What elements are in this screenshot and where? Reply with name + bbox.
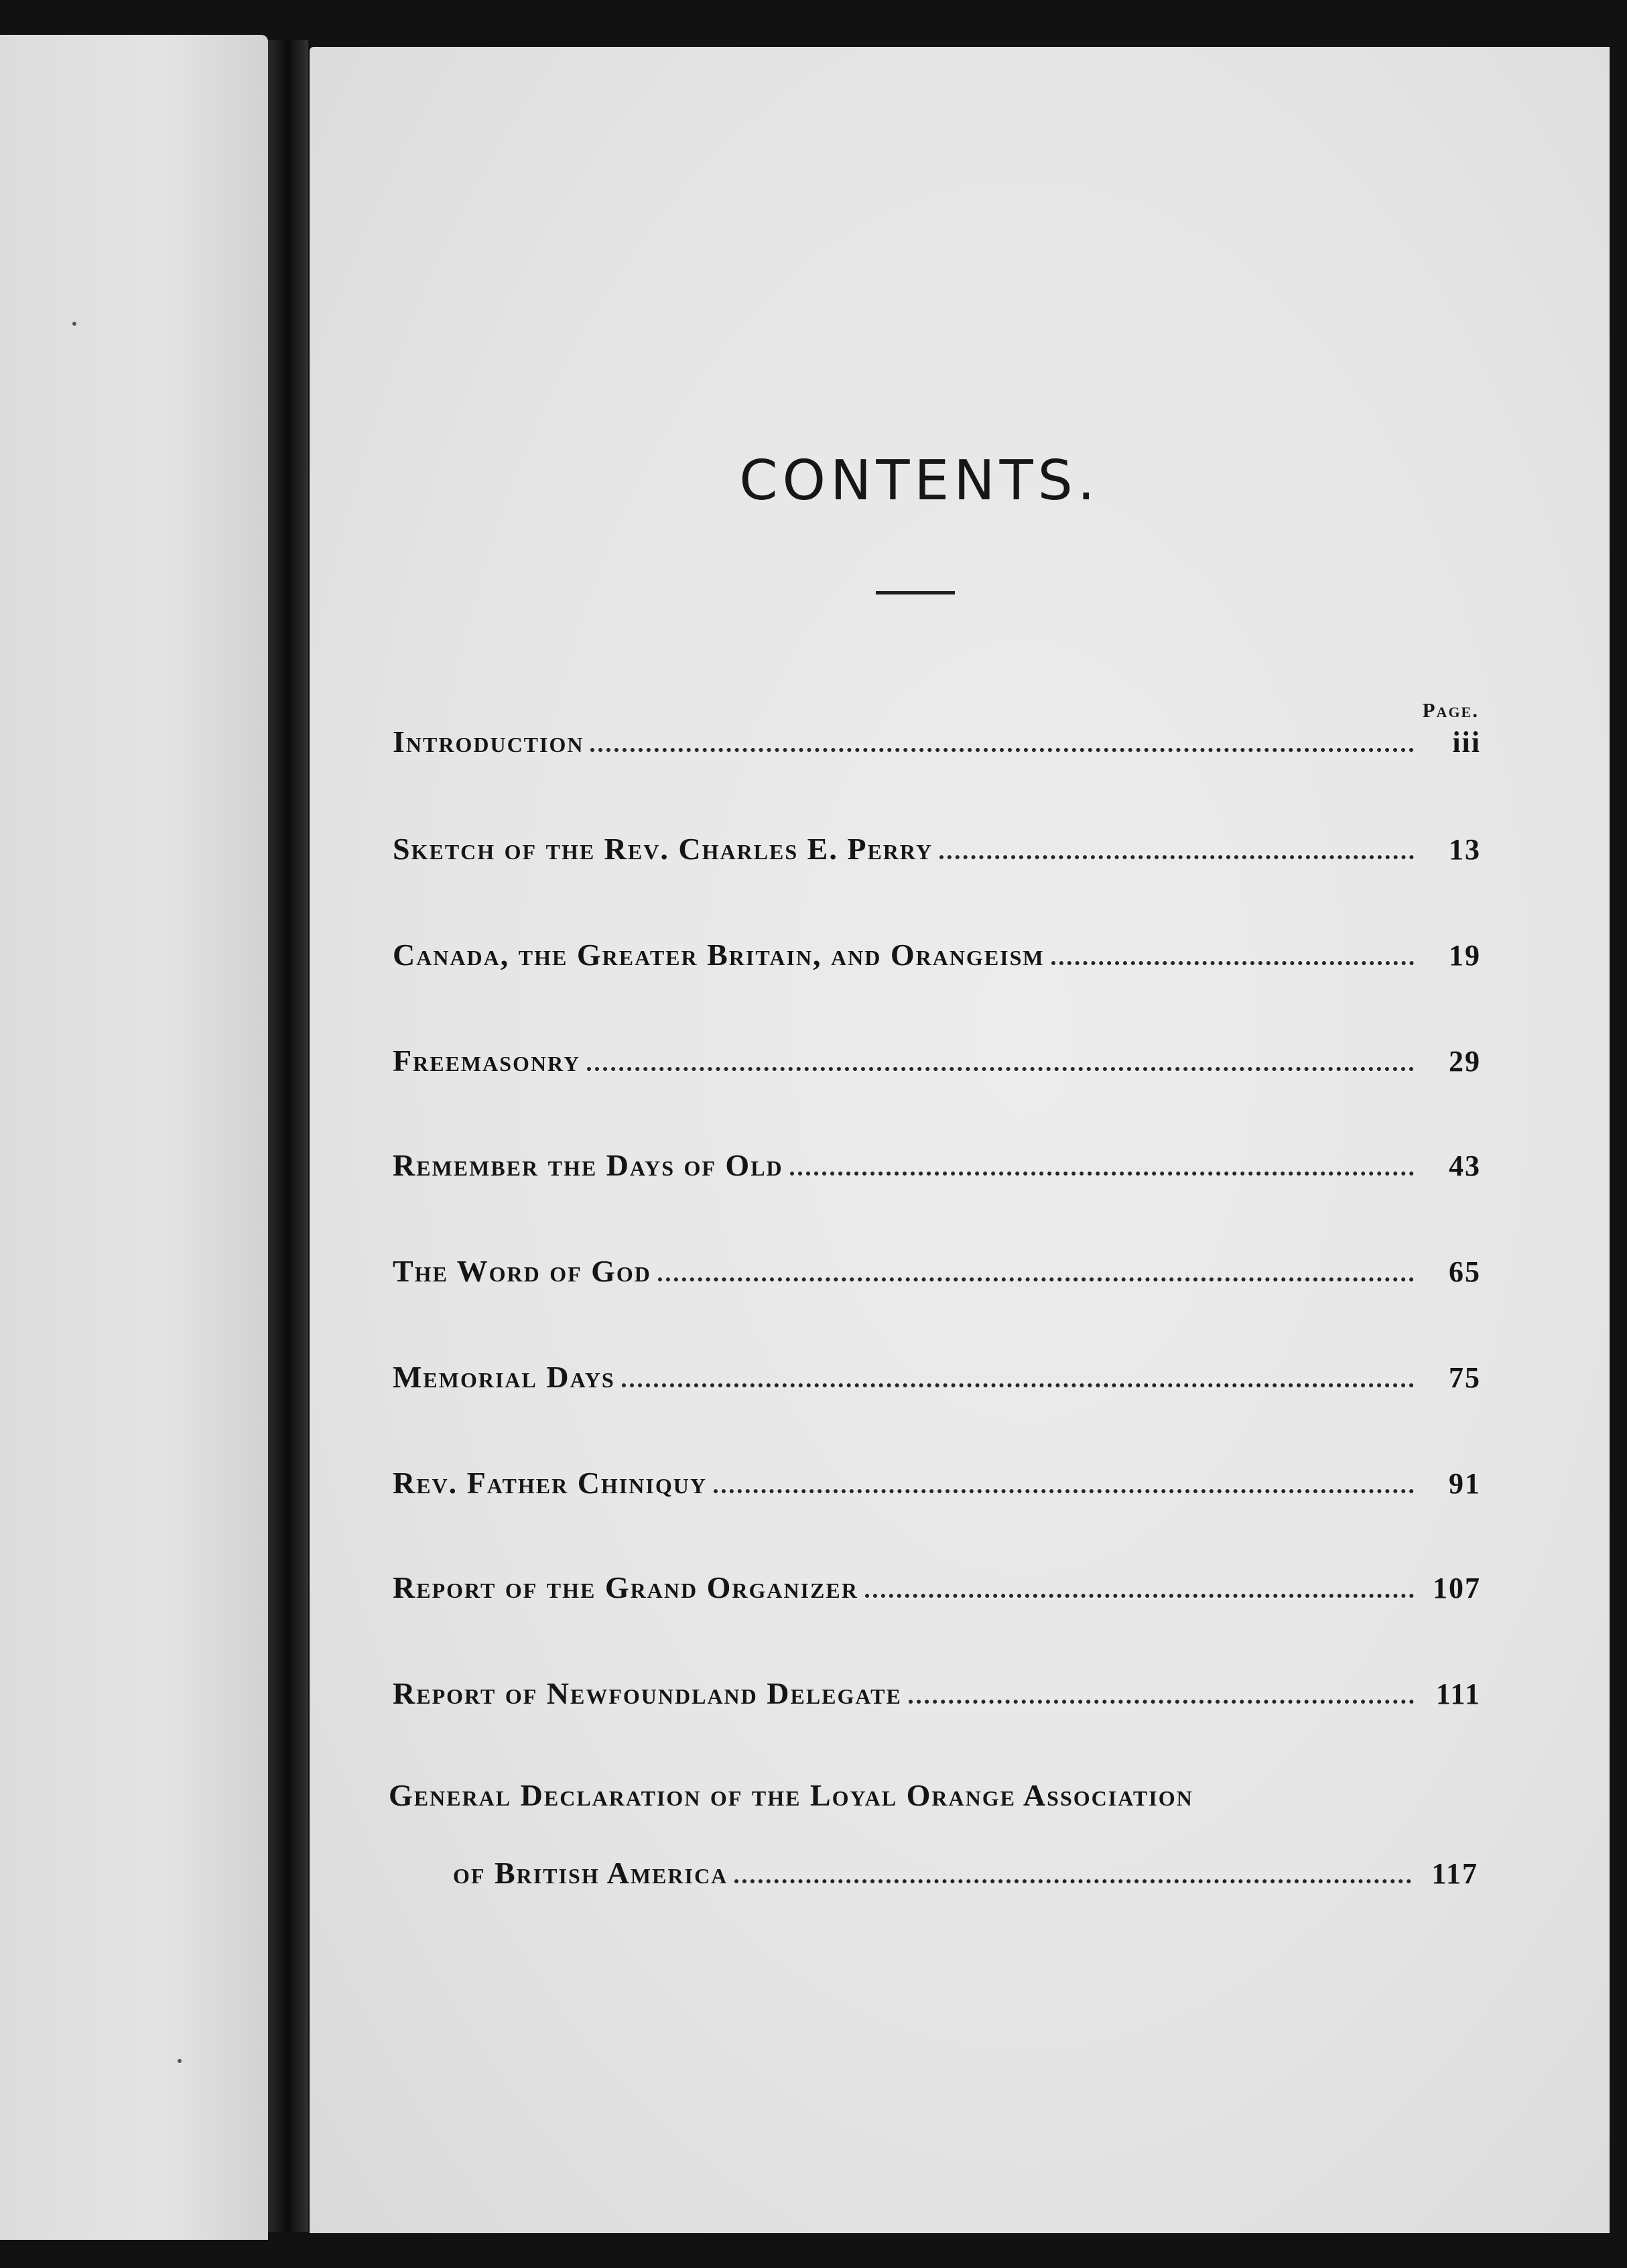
toc-entry-label: Sketch of the Rev. Charles E. Perry: [393, 832, 933, 866]
toc-entry-general-declaration-line1[interactable]: General Declaration of the Loyal Orange Association: [389, 1778, 1193, 1812]
paper-speck: [178, 2059, 182, 2063]
toc-entry-page: 65: [1449, 1255, 1481, 1288]
toc-entry-page: 19: [1449, 939, 1481, 972]
page-title: CONTENTS.: [739, 449, 1100, 513]
contents-page: [310, 47, 1610, 2233]
dot-leader: [658, 1277, 1414, 1281]
dot-leader: [587, 1067, 1414, 1071]
toc-entry-canada-greater-britain[interactable]: [393, 930, 1481, 970]
table-of-contents: [310, 47, 1610, 2233]
book-gutter: [268, 40, 308, 2232]
dot-leader: [865, 1594, 1414, 1598]
toc-entry-page: 117: [1431, 1857, 1478, 1890]
dot-leader: [714, 1489, 1414, 1493]
toc-entry-page: 13: [1449, 833, 1481, 866]
left-page-edge: [0, 35, 268, 2240]
page-column-header: Page.: [1422, 698, 1479, 722]
toc-entry-word-of-god[interactable]: [393, 1247, 1481, 1287]
toc-entry-label: Rev. Father Chiniquy: [393, 1466, 707, 1500]
toc-entry-freemasonry[interactable]: [393, 1036, 1481, 1076]
dot-leader: [909, 1700, 1414, 1704]
toc-entry-introduction[interactable]: [393, 717, 1481, 757]
toc-entry-label-continued: of British America: [453, 1856, 728, 1890]
toc-entry-page: 91: [1449, 1467, 1481, 1500]
dot-leader: [622, 1383, 1414, 1387]
toc-entry-sketch-of-perry[interactable]: [393, 824, 1481, 865]
toc-entry-page: iii: [1452, 726, 1481, 759]
toc-entry-label: Remember the Days of Old: [393, 1148, 783, 1182]
toc-entry-label: Canada, the Greater Britain, and Orangeism: [393, 938, 1045, 972]
toc-entry-page: 107: [1433, 1572, 1481, 1604]
toc-entry-page: 43: [1449, 1149, 1481, 1182]
toc-entry-label: Report of Newfoundland Delegate: [393, 1676, 902, 1710]
toc-entry-label: Memorial Days: [393, 1360, 615, 1394]
toc-entry-page: 111: [1435, 1678, 1481, 1710]
toc-entry-father-chiniquy[interactable]: [393, 1458, 1481, 1499]
toc-entry-page: 29: [1449, 1045, 1481, 1078]
toc-entry-newfoundland-delegate-report[interactable]: [393, 1669, 1481, 1709]
toc-entry-label: Report of the Grand Organizer: [393, 1570, 858, 1604]
dot-leader: [734, 1879, 1411, 1883]
dot-leader: [590, 748, 1414, 752]
toc-entry-label: The Word of God: [393, 1254, 651, 1288]
dot-leader: [1051, 961, 1414, 965]
toc-entry-general-declaration-line2[interactable]: [453, 1848, 1478, 1889]
toc-entry-remember-the-days[interactable]: [393, 1141, 1481, 1181]
paper-speck: [72, 322, 76, 326]
toc-entry-memorial-days[interactable]: [393, 1352, 1481, 1393]
toc-entry-label: Introduction: [393, 724, 584, 759]
toc-entry-grand-organizer-report[interactable]: [393, 1563, 1481, 1603]
dot-leader: [939, 855, 1414, 859]
toc-entry-page: 75: [1449, 1361, 1481, 1394]
dot-leader: [790, 1172, 1414, 1176]
title-rule: [876, 591, 955, 594]
toc-entry-label: Freemasonry: [393, 1044, 581, 1078]
